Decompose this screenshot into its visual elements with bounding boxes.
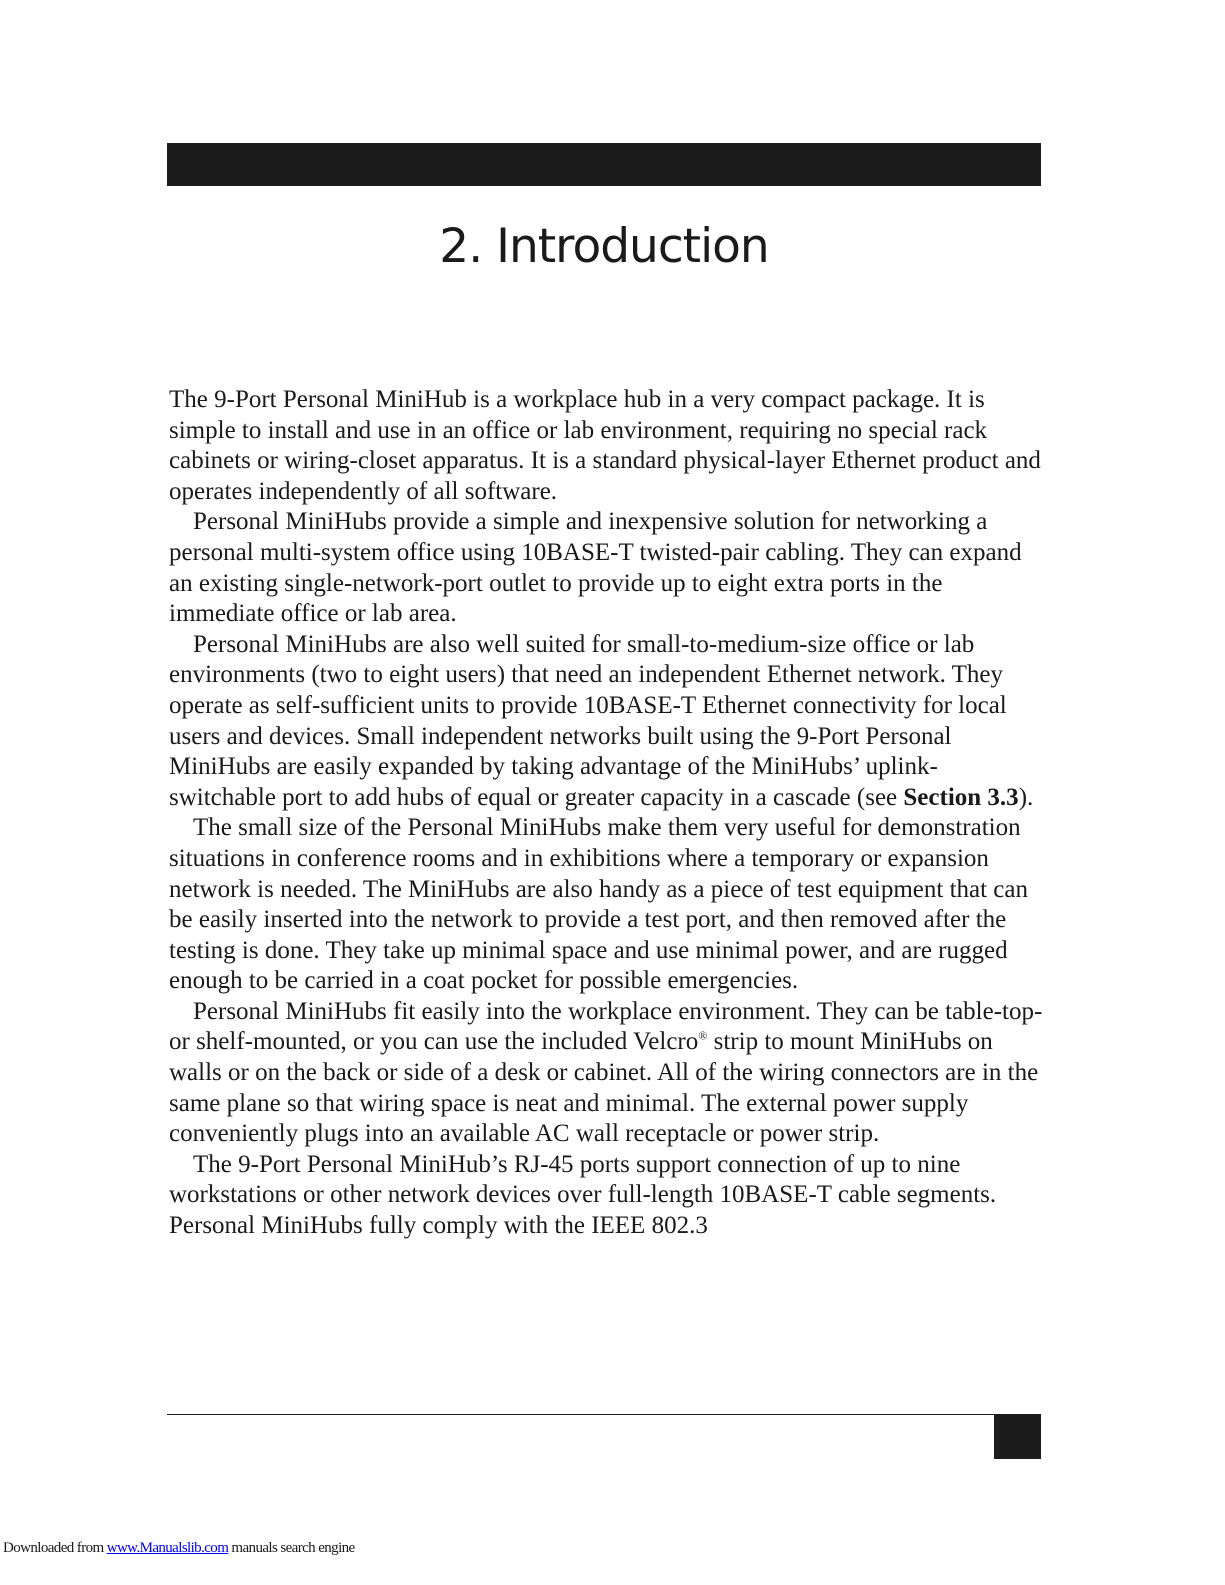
paragraph-4: The small size of the Personal MiniHubs make them very useful for demonstration situations in conference rooms and in exhibitions where a temporary or expansion network is needed. The MiniHubs are also handy as a piece of test equipment that can be easily inserted into the network to provide a test port, and then removed after the testing is done. They take up minimal space and use minimal power, and are rugged enough to be carried in a coat pocket for possible emergencies. — [169, 814, 1028, 995]
paragraph-3-end: ). — [1018, 783, 1034, 811]
chapter-title: 2. Introduction — [439, 219, 769, 274]
paragraph-1: The 9-Port Personal MiniHub is a workplace hub in a very compact package. It is simple to install and use in an office or lab environment, requiring no special rack cabinets or wiring-closet apparatus. It is a standard physical-layer Ethernet product and operates independently of all software. — [169, 386, 1041, 505]
registered-mark: ® — [698, 1029, 708, 1044]
page-tab — [994, 1414, 1041, 1459]
paragraph-3-text: Personal MiniHubs are also well suited for small-to-medium-size office or lab environments (two to eight users) that need an independent Ethernet network. They operate as self-sufficient units to provide 10BASE-T Ethernet connectivity for local users and devices. Small independent networks built using the 9-Port Personal MiniHubs are easily expanded by taking advantage of the MiniHubs’ uplink-switchable port to add hubs of equal or greater capacity in a cascade (see — [169, 630, 1007, 811]
footer-rule — [167, 1414, 994, 1415]
download-footer — [3, 1540, 355, 1557]
paragraph-5-end: strip to mount MiniHubs on walls or on the back or side of a desk or cabinet. All of the wiring connectors are in the same plane so that wiring space is neat and minimal. The external power supply conveniently plugs into an available AC wall receptacle or power strip. — [169, 1028, 1039, 1148]
footer-prefix: Downloaded from — [3, 1540, 107, 1556]
paragraph-6: The 9-Port Personal MiniHub’s RJ-45 ports support connection of up to nine workstations or other network devices over full-length 10BASE-T cable segments. Personal MiniHubs fully comply with the IEEE 802.3 — [169, 1150, 997, 1240]
footer-suffix: manuals search engine — [228, 1540, 355, 1556]
paragraph-3 — [169, 630, 1043, 814]
section-reference: Section 3.3 — [903, 783, 1019, 811]
paragraph-2: Personal MiniHubs provide a simple and inexpensive solution for networking a personal multi-system office using 10BASE-T twisted-pair cabling. They can expand an existing single-network-port outlet to provide up to eight extra ports in the immediate office or lab area. — [169, 508, 1022, 628]
manualslib-link[interactable]: www.Manualslib.com — [106, 1540, 229, 1556]
paragraph-5 — [169, 997, 1043, 1150]
paragraph-5-text: Personal MiniHubs fit easily into the workplace environment. They can be table-top- or shelf-mounted, or you can use the included Velcro — [169, 997, 1043, 1056]
header-bar — [167, 143, 1041, 186]
body-text — [169, 385, 1043, 1242]
